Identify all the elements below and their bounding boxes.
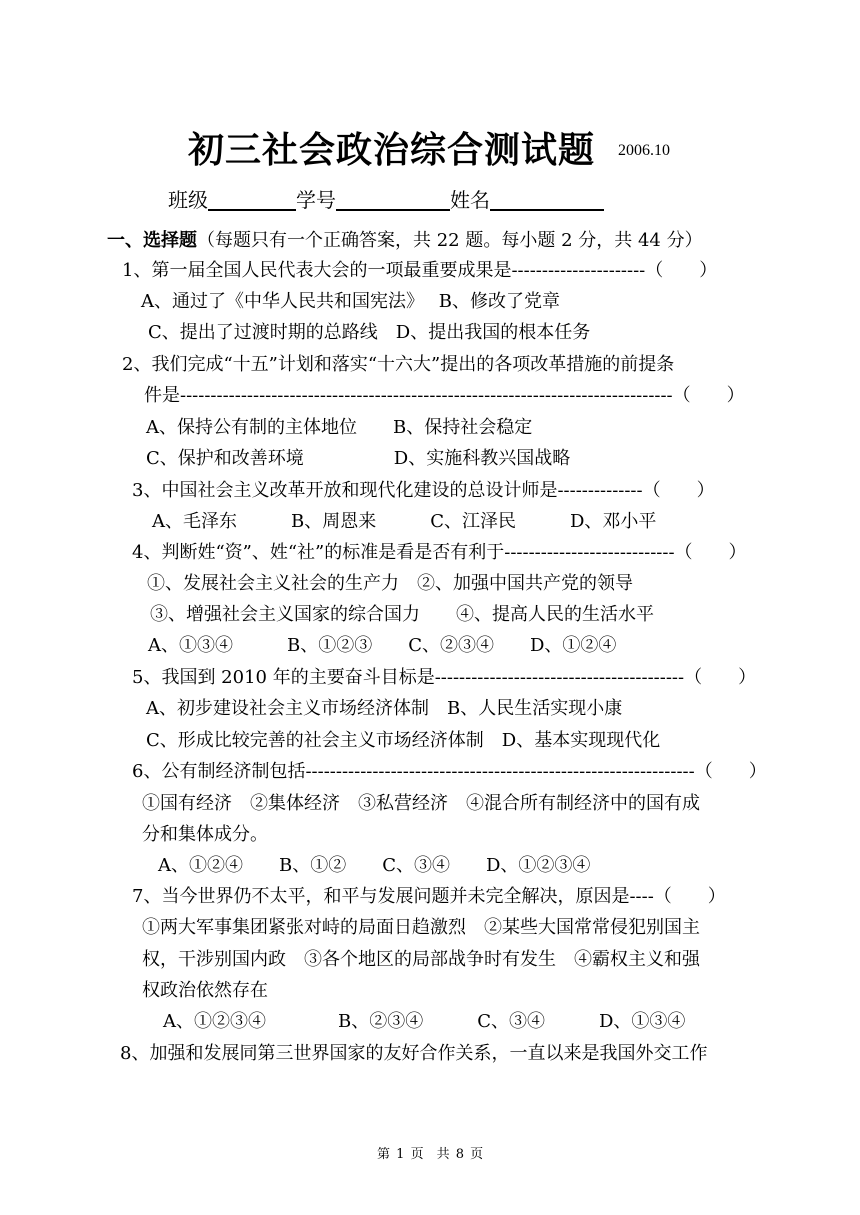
student-number-blank[interactable] (336, 189, 450, 211)
question-7-statements-end: 权政治依然存在 (142, 980, 268, 1001)
page-title: 初三社会政治综合测试题 (188, 129, 596, 171)
question-5: 5、我国到 2010 年的主要奋斗目标是-----------------------------------------（ ） (132, 667, 757, 688)
footer-page-number: 1 (396, 1147, 405, 1162)
question-2-options-ab: A、保持公有制的主体地位 B、保持社会稳定 (146, 417, 533, 438)
question-2-continued: 件是---------------------------------------------------------------------------------（ ） (144, 385, 745, 406)
question-4-statements-34: ③、增强社会主义国家的综合国力 ④、提高人民的生活水平 (150, 604, 654, 625)
question-3-options: A、毛泽东 B、周恩来 C、江泽民 D、邓小平 (152, 511, 657, 532)
question-7-statements-continued: 权，干涉别国内政 ③各个地区的局部战争时有发生 ④霸权主义和强 (142, 949, 700, 970)
question-6-statements: ①国有经济 ②集体经济 ③私营经济 ④混合所有制经济中的国有成 (142, 793, 700, 814)
question-1-options-cd: C、提出了过渡时期的总路线 D、提出我国的根本任务 (148, 322, 591, 343)
footer-prefix: 第 (377, 1147, 391, 1162)
question-6-options: A、①②④ B、①② C、③④ D、①②③④ (158, 855, 591, 876)
question-2: 2、我们完成“十五”计划和落实“十六大”提出的各项改革措施的前提条 (122, 354, 675, 375)
question-3: 3、中国社会主义改革开放和现代化建设的总设计师是--------------（ ） (132, 480, 715, 501)
question-5-options-cd: C、形成比较完善的社会主义市场经济体制 D、基本实现现代化 (146, 730, 661, 751)
section-heading (107, 232, 703, 250)
question-4-statements-12: ①、发展社会主义社会的生产力 ②、加强中国共产党的领导 (147, 573, 633, 594)
question-1: 1、第一届全国人民代表大会的一项最重要成果是----------------------（ ） (122, 260, 718, 281)
question-8: 8、加强和发展同第三世界国家的友好合作关系，一直以来是我国外交工作 (120, 1043, 708, 1064)
question-6: 6、公有制经济制包括----------------------------------------------------------------（ ） (132, 761, 767, 782)
question-7-options: A、①②③④ B、②③④ C、③④ D、①③④ (163, 1011, 686, 1032)
question-5-options-ab: A、初步建设社会主义市场经济体制 B、人民生活实现小康 (146, 698, 623, 719)
question-4-options: A、①③④ B、①②③ C、②③④ D、①②④ (148, 635, 617, 656)
footer-mid: 页 共 (410, 1147, 450, 1162)
name-blank[interactable] (490, 189, 604, 211)
footer-total-pages: 8 (455, 1147, 465, 1162)
class-label: 班级 (168, 188, 208, 212)
section-title: 一、选择题 (107, 230, 197, 251)
question-1-options-ab: A、通过了《中华人民共和国宪法》 B、修改了党章 (141, 291, 560, 312)
question-7: 7、当今世界仍不太平，和平与发展问题并未完全解决，原因是----（ ） (132, 886, 726, 907)
question-6-statements-continued: 分和集体成分。 (142, 824, 268, 845)
question-4: 4、判断姓“资”、姓“社”的标准是看是否有利于----------------------------（ ） (132, 542, 747, 563)
page-footer (376, 1143, 484, 1162)
student-info-fields (168, 184, 604, 213)
name-label: 姓名 (450, 188, 490, 212)
class-blank[interactable] (208, 189, 296, 211)
question-2-options-cd: C、保护和改善环境 D、实施科教兴国战略 (146, 448, 571, 469)
section-note: （每题只有一个正确答案，共 22 题。每小题 2 分，共 44 分） (197, 230, 703, 251)
question-7-statements: ①两大军事集团紧张对峙的局面日趋激烈 ②某些大国常常侵犯别国主 (142, 917, 700, 938)
footer-suffix: 页 (470, 1147, 484, 1162)
student-number-label: 学号 (296, 188, 336, 212)
exam-date: 2006.10 (618, 142, 670, 159)
